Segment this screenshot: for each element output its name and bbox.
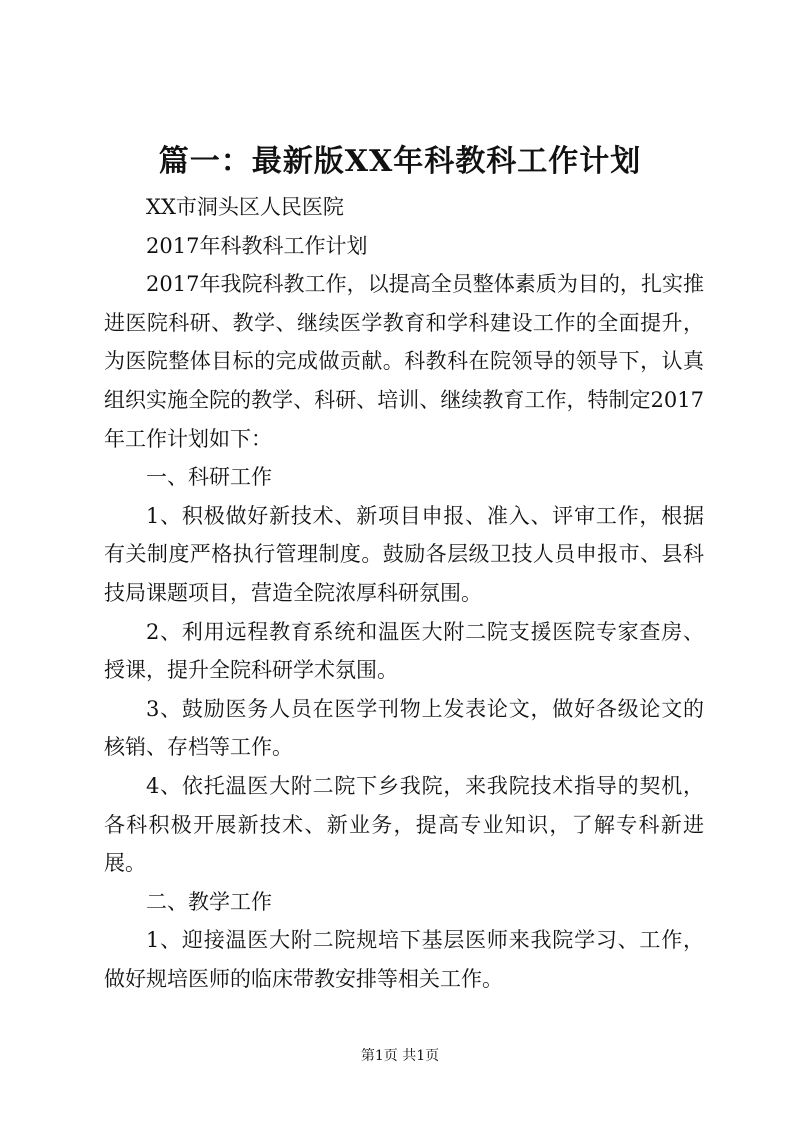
- research-item-2: 2、利用远程教育系统和温医大附二院支援医院专家查房、授课，提升全院科研学术氛围。: [104, 619, 704, 683]
- section-heading-teaching: 二、教学工作: [146, 889, 272, 914]
- research-item-3: 3、鼓励医务人员在医学刊物上发表论文，做好各级论文的核销、存档等工作。: [104, 696, 704, 760]
- document-body: [104, 188, 704, 998]
- hospital-name-paragraph: XX市洞头区人民医院: [146, 195, 344, 219]
- intro-paragraph: 2017年我院科教工作，以提高全员整体素质为目的，扎实推进医院科研、教学、继续医学教育和学科建设工作的全面提升，为医院整体目标的完成做贡献。科教科在院领导的领导下，认真组织实施全院的教学、科研、培训、继续教育工作，特制定2017年工作计划如下：: [104, 272, 704, 451]
- teaching-item-1: 1、迎接温医大附二院规培下基层医师来我院学习、工作，做好规培医师的临床带教安排等相关工作。: [104, 928, 704, 991]
- document-title: 篇一：最新版XX年科教科工作计划: [158, 144, 642, 179]
- research-item-1: 1、积极做好新技术、新项目申报、准入、评审工作，根据有关制度严格执行管理制度。鼓励各层级卫技人员申报市、县科技局课题项目，营造全院浓厚科研氛围。: [104, 503, 704, 605]
- page-number: 第1页 共1页: [360, 1048, 440, 1064]
- plan-title-paragraph: 2017年科教科工作计划: [146, 233, 368, 258]
- section-heading-research: 一、科研工作: [146, 465, 272, 490]
- research-item-4: 4、依托温医大附二院下乡我院，来我院技术指导的契机，各科积极开展新技术、新业务，提高专业知识，了解专科新进展。: [104, 773, 704, 876]
